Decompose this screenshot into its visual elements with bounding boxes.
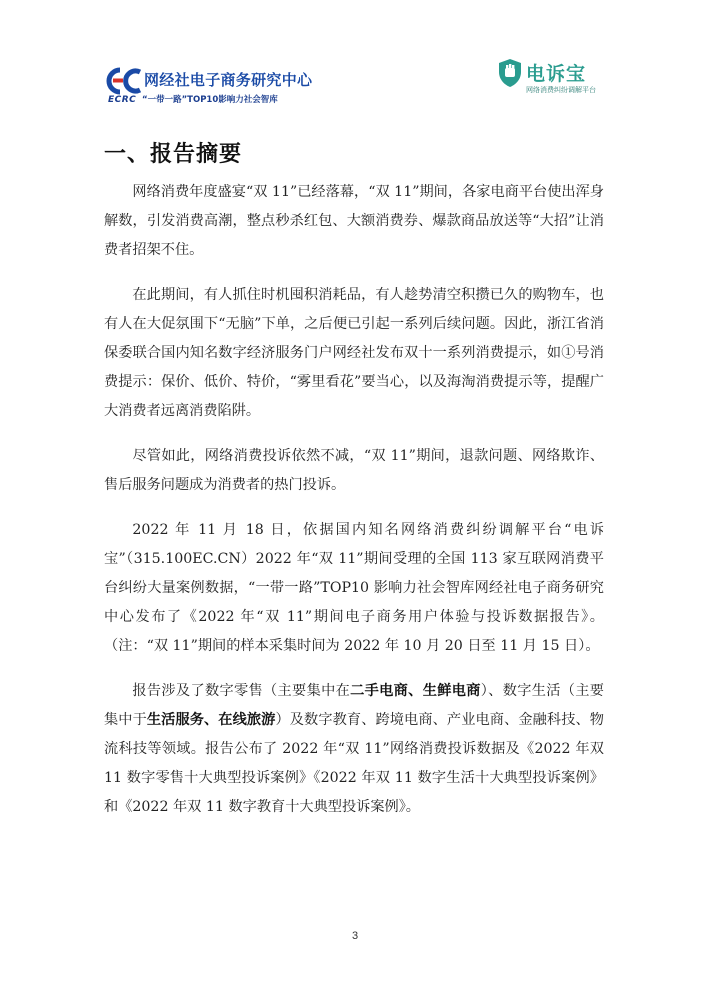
org-subtitle: “一带一路”TOP10影响力社会智库 <box>142 95 278 105</box>
brand-name: 电诉宝 <box>526 63 587 85</box>
ec-logo-mark-icon <box>104 66 146 96</box>
scope-text-1: 报告涉及了数字零售（主要集中在 <box>132 683 351 699</box>
page-header <box>0 0 710 110</box>
paragraph-complaints: 尽管如此，网络消费投诉依然不减，“双 11”期间，退款问题、网络欺诈、售后服务问题成为消费者的热门投诉。 <box>104 448 604 493</box>
ecrc-mark-text: ECRC <box>108 95 137 105</box>
paragraph-report-scope <box>104 677 604 822</box>
paragraph-intro: 网络消费年度盛宴“双 11”已经落幕，“双 11”期间，各家电商平台使出浑身解数，引发消费高潮，整点秒杀红包、大额消费券、爆款商品放送等“大招”让消费者招架不住。 <box>104 184 604 258</box>
page-number: 3 <box>351 930 359 942</box>
scope-text-3: ）及数字教育、跨境电商、产业电商、金融科技、物流科技等领域。报告公布了 2022 年“双 11”网络消费投诉数据及《2022 年双 11 数字零售十大典型投诉案例》《2022 年双 11 数字生活十大典型投诉案例》和《2022 年双 11 数字教育十大典型投诉案例》。 <box>104 712 604 815</box>
scope-bold-life: 生活服务、在线旅游 <box>146 712 276 728</box>
scope-bold-retail: 二手电商、生鲜电商 <box>350 683 481 699</box>
report-summary-body <box>104 178 604 838</box>
org-name: 网经社电子商务研究中心 <box>144 71 313 89</box>
dianshubao-logo <box>498 58 618 102</box>
paragraph-consumer-behavior: 在此期间，有人抓住时机囤积消耗品，有人趁势清空积攒已久的购物车，也有人在大促氛围下“无脑”下单，之后便已引起一系列后续问题。因此，浙江省消保委联合国内知名数字经济服务门户网经社发布双十一系列消费提示，如①号消费提示：保价、低价、特价，“雾里看花”要当心，以及海淘消费提示等，提醒广大消费者远离消费陷阱。 <box>104 287 604 419</box>
brand-tagline: 网络消费纠纷调解平台 <box>526 86 596 94</box>
scope-text-2: ）、数字生活（主要集中于 <box>104 683 604 728</box>
ecrc-logo <box>104 66 313 108</box>
shield-fist-icon <box>498 58 522 88</box>
paragraph-report-release: 2022 年 11 月 18 日，依据国内知名网络消费纠纷调解平台“电诉宝”（315.100EC.CN）2022 年“双 11”期间受理的全国 113 家互联网消费平台纠纷大量案例数据，“一带一路”TOP10 影响力社会智库网经社电子商务研究中心发布了《2022 年“双 11”期间电子商务用户体验与投诉数据报告》。（注：“双 11”期间的样本采集时间为 2022 年 10 月 20 日至 11 月 15 日）。 <box>104 522 604 654</box>
section-title: 一、报告摘要 <box>104 142 243 167</box>
